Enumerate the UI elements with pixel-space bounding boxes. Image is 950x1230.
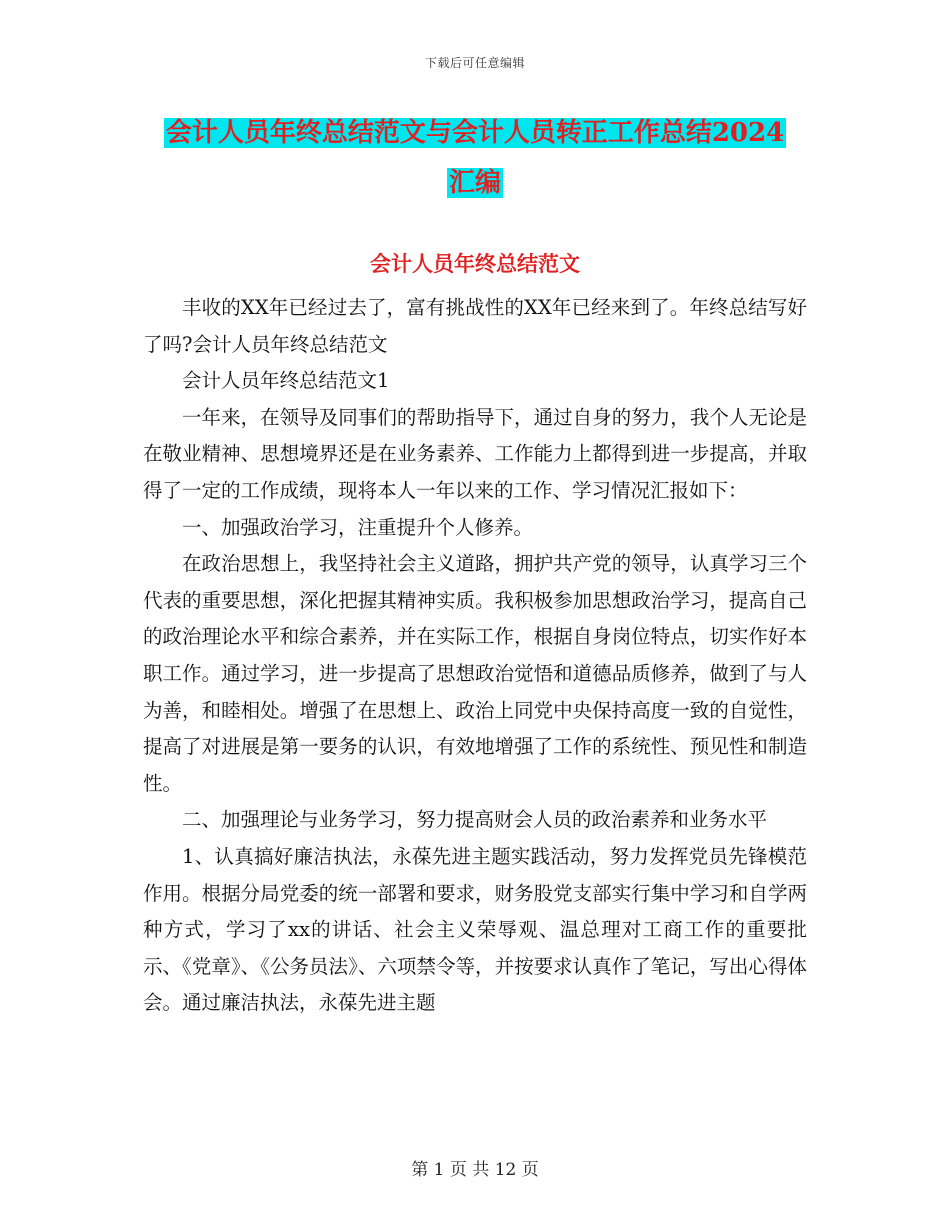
paragraph-overview: 一年来，在领导及同事们的帮助指导下，通过自身的努力，我个人无论是在敬业精神、思想境界还是在业务素养、工作能力上都得到进一步提高，并取得了一定的工作成绩，现将本人一年以来的工作、学习情况汇报如下： bbox=[143, 405, 807, 502]
page-footer-number: 第 1 页 共 12 页 bbox=[411, 1160, 539, 1180]
paragraph-intro: 丰收的XX年已经过去了，富有挑战性的XX年已经来到了。年终总结写好了吗?会计人员年终总结范文 bbox=[143, 296, 807, 356]
document-title bbox=[140, 108, 810, 208]
document-title-line-1: 会计人员年终总结范文与会计人员转正工作总结2024 bbox=[165, 118, 785, 148]
document-title-line-2: 汇编 bbox=[448, 168, 501, 198]
page-header-note: 下载后可任意编辑 bbox=[424, 56, 525, 70]
paragraph-heading-1: 一、加强政治学习，注重提升个人修养。 bbox=[182, 515, 534, 539]
paragraph-political: 在政治思想上，我坚持社会主义道路，拥护共产党的领导，认真学习三个代表的重要思想，深化把握其精神实质。我积极参加思想政治学习，提高自己的政治理论水平和综合素养，并在实际工作，根据自身岗位特点，切实作好本职工作。通过学习，进一步提高了思想政治觉悟和道德品质修养，做到了与人为善，和睦相处。增强了在思想上、政治上同党中央保持高度一致的自觉性，提高了对进展是第一要务的认识，有效地增强了工作的系统性、预见性和制造性。 bbox=[143, 552, 807, 795]
document-body bbox=[143, 290, 807, 1022]
paragraph-subtitle: 会计人员年终总结范文1 bbox=[182, 369, 390, 393]
paragraph-item-1: 1、认真搞好廉洁执法，永葆先进主题实践活动，努力发挥党员先锋模范作用。根据分局党委的统一部署和要求，财务股党支部实行集中学习和自学两种方式，学习了xx的讲话、社会主义荣辱观、温总理对工商工作的重要批示、《党章》、《公务员法》、六项禁令等，并按要求认真作了笔记，写出心得体会。通过廉洁执法，永葆先进主题 bbox=[143, 844, 807, 1015]
section-title: 会计人员年终总结范文 bbox=[370, 251, 580, 276]
paragraph-heading-2: 二、加强理论与业务学习，努力提高财会人员的政治素养和业务水平 bbox=[182, 808, 768, 832]
